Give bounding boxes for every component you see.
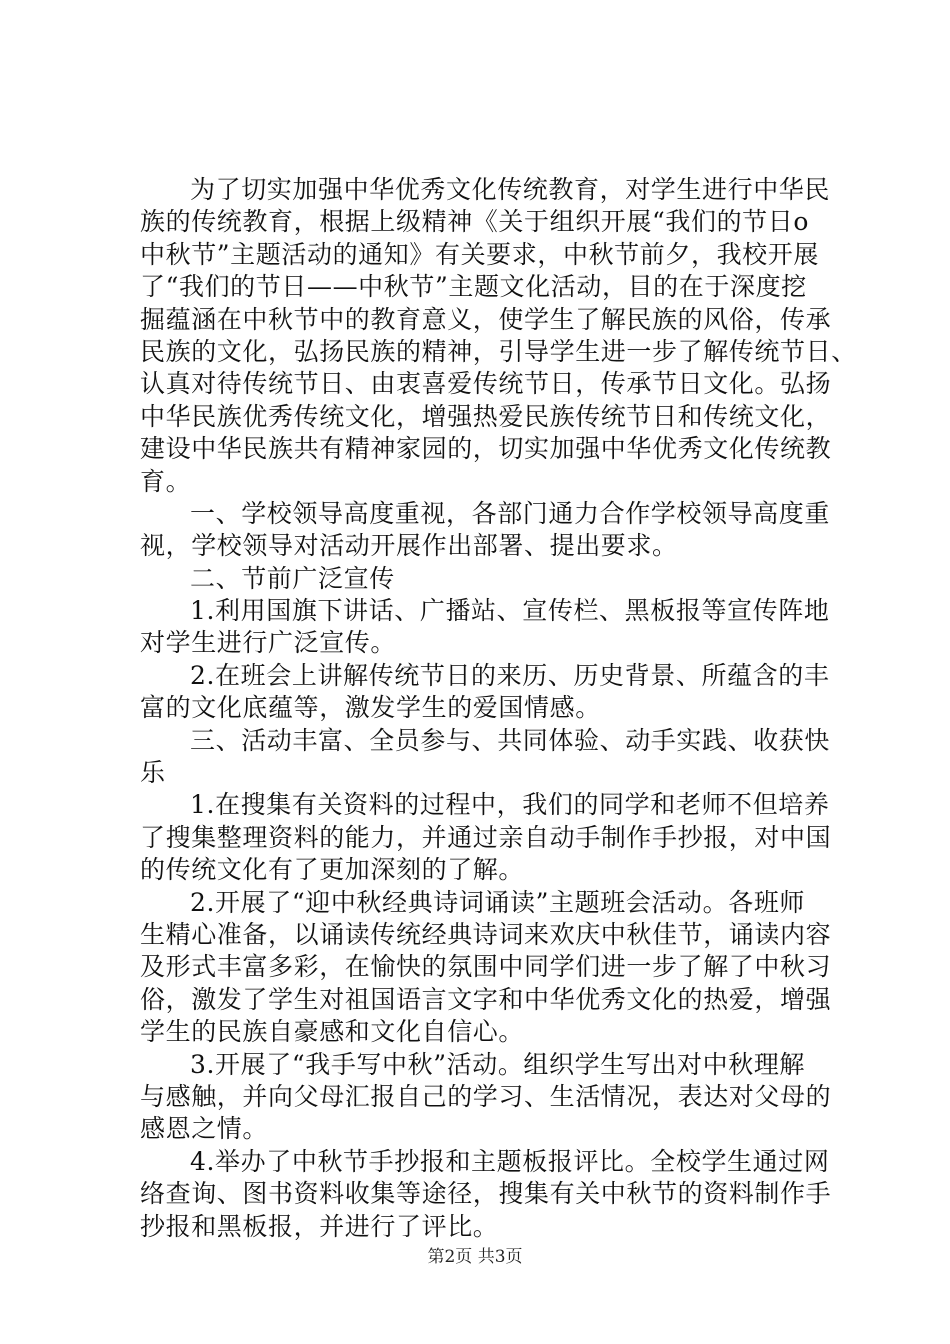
- document-body: [140, 174, 857, 1243]
- text-line: 一、学校领导高度重视，各部门通力合作学校领导高度重: [190, 498, 831, 528]
- text-line: 1.在搜集有关资料的过程中，我们的同学和老师不但培养: [190, 790, 830, 820]
- text-line: 的传统文化有了更加深刻的了解。: [140, 855, 525, 885]
- text-line: 抄报和黑板报，并进行了评比。: [140, 1211, 499, 1241]
- text-line: 生精心准备，以诵读传统经典诗词来欢庆中秋佳节，诵读内容: [140, 919, 832, 949]
- text-line: 对学生进行广泛宣传。: [140, 628, 397, 658]
- text-line: 3.开展了“我手写中秋”活动。组织学生写出对中秋理解: [190, 1049, 806, 1079]
- text-line: 富的文化底蕴等，激发学生的爱国情感。: [140, 693, 601, 723]
- text-line: 络查询、图书资料收集等途径，搜集有关中秋节的资料制作手: [140, 1179, 832, 1209]
- text-line: 中秋节”主题活动的通知》有关要求，中秋节前夕，我校开展: [140, 239, 819, 269]
- page-footer: 第2页 共3页: [427, 1247, 523, 1267]
- text-line: 学生的民族自豪感和文化自信心。: [140, 1017, 525, 1047]
- text-line: 建设中华民族共有精神家园的，切实加强中华优秀文化传统教: [140, 434, 832, 464]
- text-line: 视，学校领导对活动开展作出部署、提出要求。: [140, 531, 678, 561]
- text-line: 认真对待传统节日、由衷喜爱传统节日，传承节日文化。弘扬: [140, 369, 832, 399]
- text-line: 二、节前广泛宣传: [190, 563, 395, 593]
- text-line: 了“我们的节日——中秋节”主题文化活动，目的在于深度挖: [140, 272, 807, 302]
- text-line: 为了切实加强中华优秀文化传统教育，对学生进行中华民: [190, 175, 831, 204]
- text-line: 2.在班会上讲解传统节日的来历、历史背景、所蕴含的丰: [190, 660, 830, 690]
- text-line: 族的传统教育，根据上级精神《关于组织开展“我们的节日o: [140, 207, 810, 237]
- text-line: 三、活动丰富、全员参与、共同体验、动手实践、收获快: [190, 725, 831, 755]
- text-line: 育。: [140, 466, 192, 496]
- text-line: 与感触，并向父母汇报自己的学习、生活情况，表达对父母的: [140, 1081, 832, 1111]
- text-line: 乐: [140, 758, 166, 788]
- text-line: 中华民族优秀传统文化，增强热爱民族传统节日和传统文化，: [140, 401, 832, 431]
- text-line: 2.开展了“迎中秋经典诗词诵读”主题班会活动。各班师: [190, 887, 806, 917]
- text-line: 4.举办了中秋节手抄报和主题板报评比。全校学生通过网: [190, 1146, 830, 1176]
- text-line: 感恩之情。: [140, 1114, 269, 1144]
- text-line: 1.利用国旗下讲话、广播站、宣传栏、黑板报等宣传阵地: [190, 596, 830, 626]
- text-line: 俗，激发了学生对祖国语言文字和中华优秀文化的热爱，增强: [140, 984, 832, 1014]
- text-line: 掘蕴涵在中秋节中的教育意义，使学生了解民族的风俗，传承: [140, 304, 832, 334]
- text-line: 及形式丰富多彩，在愉快的氛围中同学们进一步了解了中秋习: [140, 952, 832, 982]
- text-line: 了搜集整理资料的能力，并通过亲自动手制作手抄报，对中国: [140, 822, 832, 852]
- text-line: 民族的文化，弘扬民族的精神，引导学生进一步了解传统节日、: [140, 336, 857, 366]
